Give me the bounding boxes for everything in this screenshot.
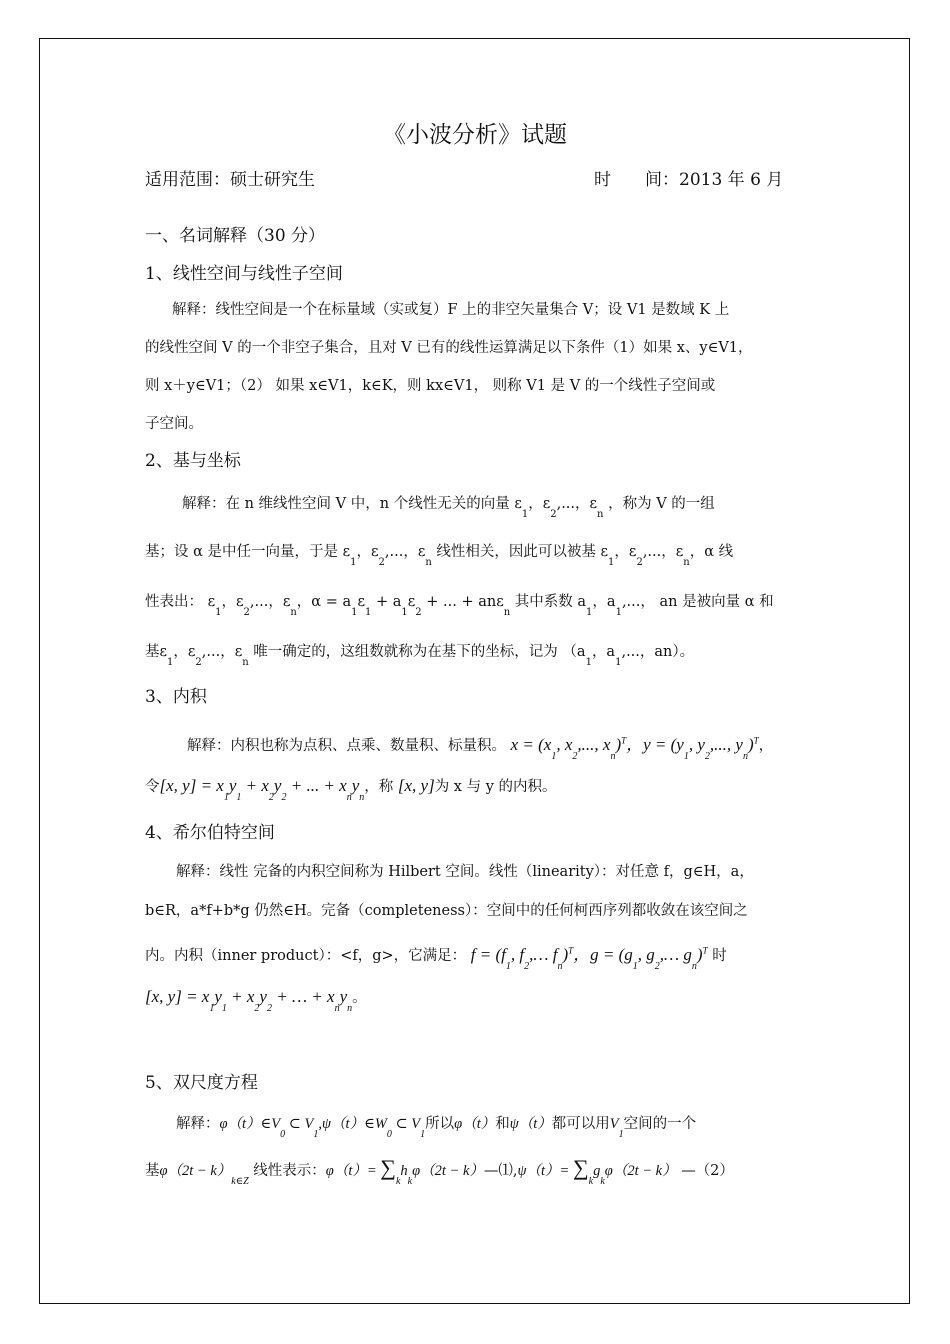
bracket-xy: [x, y]	[397, 776, 435, 795]
q5-line1	[176, 1112, 697, 1140]
q1-line4: 子空间。	[145, 416, 203, 432]
q4-line3-text-a: 内。内积（inner product）：<f，g>，它满足：	[145, 948, 467, 964]
q2-line4	[145, 640, 695, 668]
q2-line3-text-a: 性表出：	[145, 594, 203, 610]
q2-line1	[182, 492, 715, 520]
hilbert-inner-product-formula: [x, $y] = x_1y_1 + x_2y_2$ + … + $x_ny_n$	[145, 987, 353, 1014]
q2-line3-text-b: 其中系数	[514, 594, 573, 610]
vectors-formula-3: $\varepsilon_1$，$\varepsilon_2$,...，$\varepsilon_n$，α	[600, 544, 715, 568]
two-scale-eq-1: $\varphi(t)= \sum_kh_k\varphi(2t - k)$	[325, 1155, 484, 1187]
q5-line1-text-a: 解释：	[176, 1116, 220, 1132]
q4-line3-text-b: 时	[712, 948, 727, 964]
q5-line1-text-e: 空间的一个	[623, 1116, 697, 1132]
q4-line4: [x, $y] = x_1y_1 + x_2y_2$ + … + $x_ny_n$。	[145, 987, 367, 1014]
basis-phi-formula: $\varphi(2t - k)_{k\in Z}$	[159, 1163, 249, 1187]
q5-line2-text-a: 基	[145, 1163, 160, 1179]
q5-line2	[145, 1155, 734, 1187]
basis-formula-4: $\varepsilon_1$，$\varepsilon_2$,...，$\varepsilon_n$	[159, 644, 249, 668]
q2-line4-text-c: ）。	[672, 644, 695, 660]
q4-heading: 4、希尔伯特空间	[145, 823, 275, 843]
alpha-symbol-2: α	[744, 594, 755, 610]
time-label: 时 间：2013 年 6 月	[594, 170, 784, 190]
psi-t: ψ（t）	[509, 1116, 552, 1132]
coordinates-formula: $a_1$，$a_1$,...，an	[576, 644, 673, 668]
q5-line2-text-d: —（2）	[681, 1163, 734, 1179]
phi-t: φ（t）	[454, 1116, 496, 1132]
vectors-formula-2: $\varepsilon_1$，$\varepsilon_2$,...，$\varepsilon_n$	[342, 544, 432, 568]
q4-line1: 解释：线性 完备的内积空间称为 Hilbert 空间。线性（linearity）：对任意 f，g∈H，a，	[176, 864, 754, 880]
q2-line2	[145, 540, 734, 568]
vector-x-formula: $x = (x_1$, $x_2$,..., $x_n)^T$，$y = (y_1$, $y_2$,..., $y_n)^T$	[510, 735, 759, 762]
q2-line1-text-a: 解释：在 n 维线性空间 V 中，n 个线性无关的向量	[182, 496, 510, 512]
q1-line2: 的线性空间 V 的一个非空子集合，且对 V 已有的线性运算满足以下条件（1）如果 x、y∈V1，	[145, 340, 753, 356]
q1-heading: 1、线性空间与线性子空间	[145, 264, 343, 284]
q1-line1: 解释：线性空间是一个在标量域（实或复）F 上的非空矢量集合 V；设 V1 是数域 K 上	[172, 302, 730, 318]
q3-line2-text-b: ，称	[364, 779, 394, 795]
q3-line1-text: 解释：内积也称为点积、点乘、数量积、标量积。	[187, 738, 506, 754]
q2-line2-text-b: 是中任一向量，于是	[207, 544, 339, 560]
q3-line2-text-a: 令	[145, 779, 160, 795]
vector-fg-formula: $f = (f_1$, $f_2,\dots$ $f_n)^T$，$g = (g_1$, $g_2,\dots$ $g_n)^T$	[470, 945, 708, 972]
inner-product-formula: [x, $y] = x_1y_1 + x_2y_2$ + ... + $x_ny_n$	[159, 776, 365, 803]
q5-line1-text-c: 和	[495, 1116, 510, 1132]
alpha-symbol: α	[193, 544, 203, 560]
q5-line2-text-c: —⑴,	[483, 1163, 518, 1179]
subspace-relation-formula: $\varphi(t)\in V_0$ ⊂ $V_1,\psi(t)\in W_0$ ⊂ $V_1$	[219, 1116, 426, 1140]
basis-vectors-formula: $\varepsilon_1$，$\varepsilon_2$,...，$\varepsilon_n$	[514, 496, 604, 520]
q2-line4-text-a: 基	[145, 644, 160, 660]
q4-line3	[145, 940, 727, 972]
q5-heading: 5、双尺度方程	[145, 1073, 258, 1093]
q3-line1: 解释：内积也称为点积、点乘、数量积、标量积。 $x = (x_1$, $x_2$,..., $x_n)^T$，$y = (y_1$, $y_2$,..., $y_n)^T$，	[187, 735, 774, 762]
q5-line1-text-b: 所以	[425, 1116, 455, 1132]
scope-label: 适用范围：硕士研究生	[145, 170, 315, 190]
document-title: 《小波分析》试题	[383, 122, 567, 148]
q4-line2: b∈R，a*f+b*g 仍然∈H。完备（completeness）：空间中的任何柯西序列都收敛在该空间之	[145, 903, 748, 919]
coefficients-formula: $a_1$，$a_1$,...，	[577, 594, 655, 618]
q2-line2-text-d: 线	[718, 544, 734, 560]
two-scale-eq-2: $\psi(t)= \sum_kg_k\varphi(2t - k)$	[517, 1155, 677, 1187]
q3-line2	[145, 775, 557, 803]
q1-line3: 则 x＋y∈V1；（2） 如果 x∈V1，k∈K，则 kx∈V1， 则称 V1 是 V 的一个线性子空间或	[145, 378, 716, 394]
q3-heading: 3、内积	[145, 687, 207, 707]
q5-line2-text-b: 线性表示：	[253, 1163, 326, 1179]
v1-space: $V_1$	[609, 1116, 624, 1140]
q2-line1-text-b: ，称为 V 的一组	[608, 496, 715, 512]
q5-line1-text-d: 都可以用	[551, 1116, 610, 1132]
part1-heading: 一、名词解释（30 分）	[145, 226, 326, 246]
q3-line2-text-c: 为 x 与 y 的内积。	[434, 779, 557, 795]
q2-line3	[145, 590, 774, 618]
linear-combination-formula: $\varepsilon_1$，$\varepsilon_2$,...，$\varepsilon_n$，$\alpha = a_1\varepsilon_1 + a_1\varepsilon_2$ + ... + anε$_n$	[207, 594, 511, 618]
q2-line3-text-c: an 是被向量	[659, 594, 741, 610]
q2-line2-text-a: 基；设	[145, 544, 189, 560]
q2-line4-text-b: 唯一确定的，这组数就称为在基下的坐标，记为 （	[253, 644, 577, 660]
q2-line2-text-c: 线性相关，因此可以被基	[436, 544, 596, 560]
q2-line3-text-d: 和	[759, 594, 774, 610]
q2-heading: 2、基与坐标	[145, 451, 241, 471]
